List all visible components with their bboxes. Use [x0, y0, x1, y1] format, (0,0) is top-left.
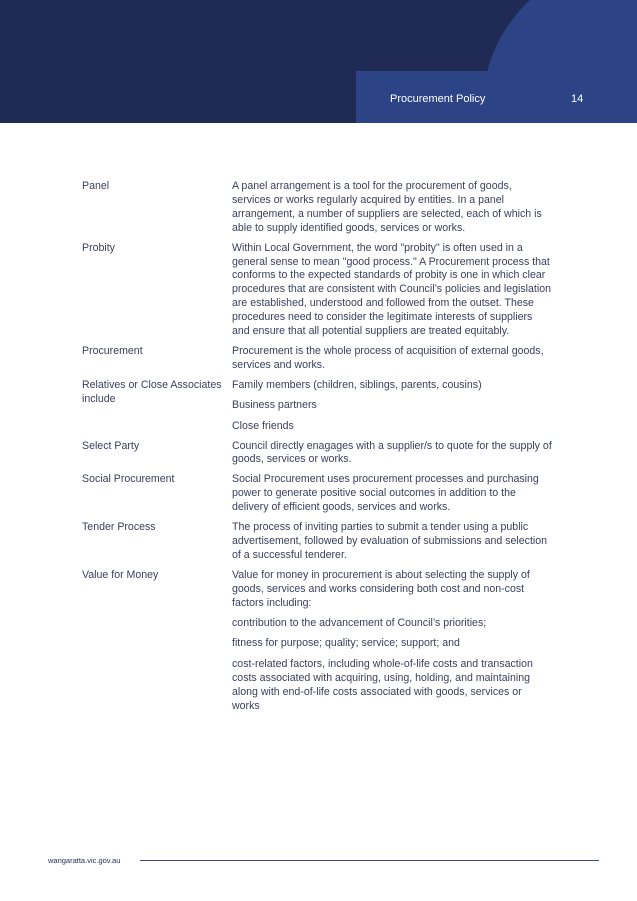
- definitions-list: [82, 180, 552, 719]
- definition-description: [232, 521, 552, 563]
- definition-description: [232, 345, 552, 373]
- page-header: [0, 0, 637, 123]
- definition-description: [232, 242, 552, 339]
- definition-paragraph: Within Local Government, the word "probity" is often used in a general sense to mean "good process." A Procurement process that conforms to the expected standards of probity is one in which clear procedures that are consistent with Council’s policies and legislation are established, understood and followed from the outset. These procedures need to consider the legitimate interests of suppliers and ensure that all potential suppliers are treated equitably.: [232, 241, 551, 338]
- definition-row: [82, 569, 552, 714]
- definition-description: [232, 180, 552, 236]
- definition-paragraph: Social Procurement uses procurement processes and purchasing power to generate positive social outcomes in addition to the delivery of efficient goods, services and works.: [232, 473, 539, 514]
- definition-term: Panel: [82, 180, 110, 192]
- definition-paragraph: Council directly enagages with a supplier/s to quote for the supply of goods, services or works.: [232, 439, 552, 466]
- definition-description: [232, 569, 552, 714]
- definition-description: [232, 473, 552, 515]
- definition-row: [82, 440, 552, 468]
- definition-term: Select Party: [82, 439, 140, 452]
- definition-paragraph: fitness for purpose; quality; service; support; and: [232, 637, 460, 650]
- definition-row: [82, 473, 552, 515]
- footer-website-link[interactable]: wangaratta.vic.gov.au: [48, 856, 121, 865]
- definition-term: Probity: [82, 241, 115, 254]
- definition-term: Relatives or Close Associates include: [82, 378, 222, 405]
- definition-term: Social Procurement: [82, 473, 175, 486]
- footer-divider: [140, 860, 599, 861]
- definition-paragraph: contribution to the advancement of Council’s priorities;: [232, 616, 487, 629]
- page-number: 14: [571, 93, 584, 105]
- definition-term: Tender Process: [82, 521, 156, 534]
- definition-row: [82, 345, 552, 373]
- definition-row: [82, 242, 552, 339]
- definition-term: Procurement: [82, 344, 143, 357]
- definition-paragraph: Business partners: [232, 399, 317, 412]
- definition-row: [82, 521, 552, 563]
- document-title: Procurement Policy: [390, 93, 486, 105]
- definition-paragraph: Procurement is the whole process of acquisition of external goods, services and works.: [232, 344, 544, 371]
- definition-paragraph: Value for money in procurement is about selecting the supply of goods, services and works considering both cost and non-cost factors including:: [232, 568, 530, 609]
- definition-paragraph: Family members (children, siblings, parents, cousins): [232, 378, 482, 391]
- definition-paragraph: cost-related factors, including whole-of-life costs and transaction costs associated with acquiring, using, holding, and maintaining along with end-of-life costs associated with goods, services or works: [232, 657, 533, 712]
- definition-description: [232, 440, 552, 468]
- definition-paragraph: A panel arrangement is a tool for the procurement of goods, services or works regularly acquired by entities. In a panel arrangement, a number of suppliers are selected, each of which is able to supply identified goods, services or works.: [232, 180, 542, 234]
- definition-paragraph: The process of inviting parties to submit a tender using a public advertisement, followed by evaluation of submissions and selection of a successful tenderer.: [232, 521, 548, 561]
- definition-row: [82, 180, 552, 236]
- definition-paragraph: Close friends: [232, 419, 294, 432]
- definition-row: [82, 379, 552, 434]
- definition-description: [232, 379, 552, 434]
- definition-term: Value for Money: [82, 568, 159, 581]
